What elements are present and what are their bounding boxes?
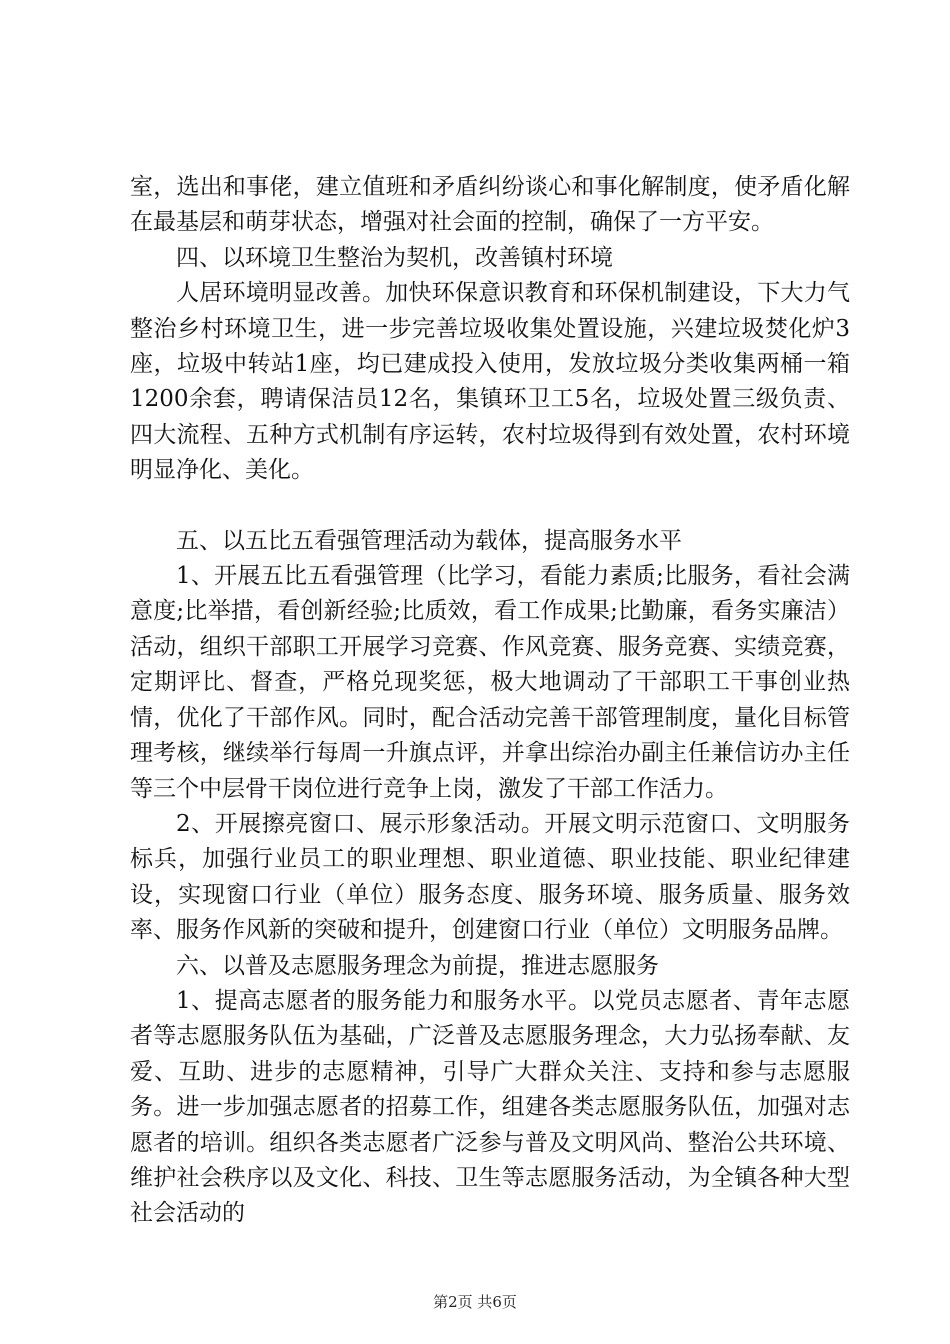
paragraph-continued: 室，选出和事佬，建立值班和矛盾纠纷谈心和事化解制度，使矛盾化解在最基层和萌芽状态，增强对社会面的控制，确保了一方平安。 xyxy=(130,174,850,236)
section-heading-six: 六、以普及志愿服务理念为前提，推进志愿服务 xyxy=(176,952,659,979)
paragraph-gap xyxy=(130,489,850,524)
paragraph-management: 1、开展五比五看强管理（比学习，看能力素质;比服务，看社会满意度;比举措，看创新经验;比质效，看工作成果;比勤廉，看务实廉洁）活动，组织干部职工开展学习竞赛、作风竞赛、服务竞赛、实绩竞赛，定期评比、督查，严格兑现奖惩，极大地调动了干部职工干事创业热情，优化了干部作风。同时，配合活动完善干部管理制度，量化目标管理考核，继续举行每周一升旗点评，并拿出综治办副主任兼信访办主任等三个中层骨干岗位进行竞争上岗，激发了干部工作活力。 xyxy=(130,563,850,802)
page-footer: 第2页 共6页 xyxy=(433,1293,517,1311)
paragraph-environment: 人居环境明显改善。加快环保意识教育和环保机制建设，下大力气整治乡村环境卫生，进一步完善垃圾收集处置设施，兴建垃圾焚化炉3座，垃圾中转站1座，均已建成投入使用，发放垃圾分类收集两桶一箱1200余套，聘请保洁员12名，集镇环卫工5名，垃圾处置三级负责、四大流程、五种方式机制有序运转，农村垃圾得到有效处置，农村环境明显净化、美化。 xyxy=(130,280,850,484)
paragraph-window: 2、开展擦亮窗口、展示形象活动。开展文明示范窗口、文明服务标兵，加强行业员工的职业理想、职业道德、职业技能、职业纪律建设，实现窗口行业（单位）服务态度、服务环境、服务质量、服务效率、服务作风新的突破和提升，创建窗口行业（单位）文明服务品牌。 xyxy=(130,810,850,944)
section-heading-four: 四、以环境卫生整治为契机，改善镇村环境 xyxy=(176,244,613,271)
document-body xyxy=(130,170,850,1232)
section-heading-five: 五、以五比五看强管理活动为载体，提高服务水平 xyxy=(176,527,682,554)
paragraph-volunteer: 1、提高志愿者的服务能力和服务水平。以党员志愿者、青年志愿者等志愿服务队伍为基础，广泛普及志愿服务理念，大力弘扬奉献、友爱、互助、进步的志愿精神，引导广大群众关注、支持和参与志愿服务。进一步加强志愿者的招募工作，组建各类志愿服务队伍，加强对志愿者的培训。组织各类志愿者广泛参与普及文明风尚、整治公共环境、维护社会秩序以及文化、科技、卫生等志愿服务活动，为全镇各种大型社会活动的 xyxy=(130,987,850,1227)
